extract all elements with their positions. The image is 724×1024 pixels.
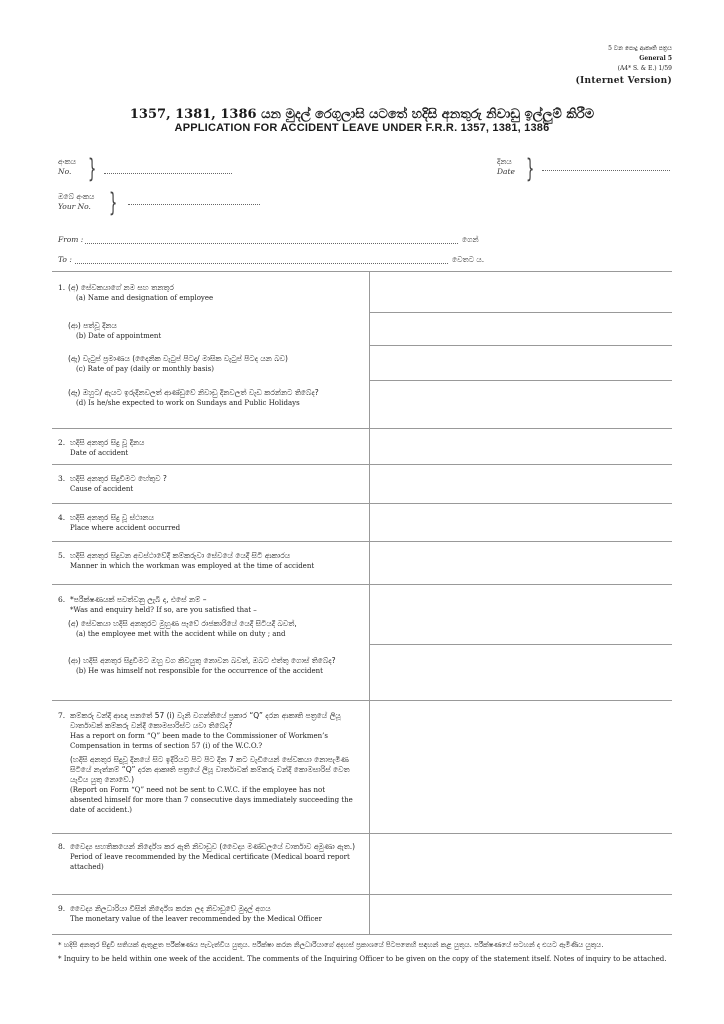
q9-en: The monetary value of the leaver recommended by the Medical Officer [70, 915, 322, 923]
row-divider [52, 503, 672, 504]
q9-si: වෛද්‍ය නිලධාරියා විසින් නිර්දේශ කරන ලද නිවාඩුවේ මුදල් අගය [70, 904, 271, 913]
q1-c-en: (c) Rate of pay (daily or monthly basis) [76, 365, 214, 373]
q6-a-si: (අ) සේවකයා හදිසි අනතුරට මුහුණ පෑවේ රාජකාරියේ යෙදී සිටියදී බවත්, [68, 619, 297, 628]
title-sinhala: 1357, 1381, 1386 යන මුදල් රෙගුලාසි යටතේ හදිසි අනතුරු නිවාඩු ඉල්ලුම් කිරීම [129, 107, 595, 122]
table-bottom-rule [52, 934, 672, 935]
your-no-label-si: ඔබේ අංකය [58, 192, 95, 201]
version-label: (Internet Version) [575, 76, 672, 86]
title-english: APPLICATION FOR ACCIDENT LEAVE UNDER F.R.R. 1357, 1381, 1386 [174, 122, 550, 134]
q1-d [68, 388, 358, 408]
from-suffix: ගෙන් [462, 235, 479, 244]
q8-si: වෛද්‍ය සහතිකයෙන් නිර්දේශ කර ඇති නිවාඩුව (වෛද්‍ය මණ්ඩලයේ වාර්තාව අමුණා ඇත.) [70, 842, 356, 851]
q1-d-en: (d) Is he/she expected to work on Sundays and Public Holidays [76, 399, 300, 407]
table-top-rule [52, 271, 672, 272]
date-label-si: දිනය [497, 157, 512, 166]
your-no-field[interactable] [128, 204, 260, 205]
footnote [58, 940, 670, 964]
q1-a [68, 283, 358, 303]
question-number: 5. [58, 551, 66, 560]
q6-b-si: (ආ) හදිසි අනතුර සිදුවීමට ඔහු වග කිවයුතු නොවන බවත්, ඔබට එත්තු ගොස් තිබේද? [68, 656, 336, 665]
q6-si: *පරීක්ෂණයක් පවත්වනු ලැබී ද, එසේ නම් – [70, 595, 207, 604]
row-divider [369, 345, 672, 346]
q6-b [68, 656, 358, 676]
q1-b-en: (b) Date of appointment [76, 332, 162, 340]
no-label [58, 157, 76, 176]
question-number: 2. [58, 438, 66, 447]
row-divider [52, 584, 672, 585]
question-5 [58, 551, 358, 571]
from-field[interactable] [85, 243, 458, 244]
q1-a-en: (a) Name and designation of employee [76, 294, 214, 302]
your-no-label [58, 192, 94, 211]
q6-a [68, 619, 358, 639]
q7-si: කම්කරු වන්දි ආඥා පනතේ 57 (i) වැනි වගන්තියේ ප්‍රකාර “Q” දරන ආකෘති පත්‍රයේ ලියූ වාර්තාවක් කම්කරු වන්දි කොමසාරිස්ට යවා තිබේද? [70, 711, 341, 730]
q1-b-si: (ආ) පත්වූ දිනය [68, 321, 117, 330]
question-8 [58, 842, 358, 872]
date-brace: } [526, 154, 535, 184]
q3-en: Cause of accident [70, 485, 134, 493]
form-number-en: General 5 [639, 55, 672, 62]
question-number: 4. [58, 513, 66, 522]
form-meta [575, 44, 672, 86]
no-brace: } [88, 154, 97, 184]
date-field[interactable] [542, 170, 670, 171]
row-divider [52, 428, 672, 429]
question-2 [58, 438, 358, 458]
q4-en: Place where accident occurred [70, 524, 181, 532]
row-divider [369, 644, 672, 645]
question-4 [58, 513, 358, 533]
footnote-si: * හදිසි අනතුර සිදුවී සතියක් ඇතුළත පරීක්ෂණය පැවැත්විය යුතුය. පරීක්ෂා කරන නිලධාරියාගේ අදහස් ප්‍රකාශයේ පිටපතෙහි සඳහන් කළ යුතුය. පරීක්ෂණයේ සටහන් ද එයට ඇමිණිය යුතුය. [58, 941, 604, 949]
row-divider [52, 464, 672, 465]
q2-en: Date of accident [70, 449, 129, 457]
q3-si: හදිසි අනතුර සිදුවීමට හේතුව ? [70, 474, 167, 483]
q7-note-en: (Report on Form “Q” need not be sent to C.W.C. if the employee has not absented himself for more than 7 consecutive days immediately succeeding the date of accident.) [70, 786, 353, 814]
q6-a-en: (a) the employee met with the accident while on duty ; and [76, 630, 286, 638]
q4-si: හදිසි අනතුර සිදු වූ ස්ථානය [70, 513, 155, 522]
row-divider [52, 541, 672, 542]
date-label [497, 157, 515, 176]
q7-note-si: (හදිසි අනතුර සිදුවූ දිනයේ සිට ඉදිරියට පිට පිට දින 7 කට වැඩියෙන් සේවකයා නොපැමිණ සිටියේ නැත්නම් “Q” දරන ආකෘති පත්‍රයේ ලියූ වාර්තාවක් කම්කරු වන්දි කොමසාරිස් වෙත යැවිය යුතු නොවේ.) [70, 755, 350, 784]
q1-a-si: (අ) සේවකයාගේ නම සහ තනතුර [68, 283, 174, 292]
question-number: 6. [58, 595, 66, 604]
question-number: 9. [58, 904, 66, 913]
row-divider [52, 894, 672, 895]
q7-en: Has a report on form “Q” been made to the Commissioner of Workmen’s Compensation in terms of section 57 (i) of the W.C.O.? [70, 732, 328, 750]
to-label: To : [58, 255, 72, 264]
question-number: 1. [58, 283, 66, 292]
q8-en: Period of leave recommended by the Medical certificate (Medical board report attached) [70, 853, 350, 871]
row-divider [52, 833, 672, 834]
q1-d-si: (ඈ) ඔහුට/ ඇයට ඉරුදිනවලත් ආණ්ඩුවේ නිවාඩු දිනවලත් වැඩ කරන්නට තිබේද? [68, 388, 319, 397]
question-3 [58, 474, 358, 494]
question-7 [58, 711, 358, 815]
question-number: 8. [58, 842, 66, 851]
date-label-en: Date [497, 167, 515, 176]
q1-b [68, 321, 358, 341]
row-divider [369, 380, 672, 381]
question-number: 3. [58, 474, 66, 483]
q6-b-en: (b) He was himself not responsible for the occurrence of the accident [76, 667, 323, 675]
table-column-divider [369, 271, 370, 935]
q5-si: හදිසි අනතුර සිදුවන අවස්ථාවේදී කම්කරුවා සේවයේ යෙදී සිටි ආකාරය [70, 551, 291, 560]
your-no-brace: } [109, 188, 118, 218]
q5-en: Manner in which the workman was employed at the time of accident [70, 562, 315, 570]
no-field[interactable] [104, 173, 232, 174]
q1-c-si: (ඇ) වැටුප් ප්‍රමාණය (දෛනික වැටුප් පිටද/ මාසික වැටුප් පිටද යන බව) [68, 354, 288, 363]
footnote-en: * Inquiry to be held within one week of the accident. The comments of the Inquiring Officer to be given on the copy of the statement itself. Notes of inquiry to be attached. [58, 955, 667, 963]
question-9 [58, 904, 358, 924]
no-label-en: No. [58, 167, 72, 176]
no-label-si: අංකය [58, 157, 77, 166]
form-number-si: 5 වන පොදු ආකෘති පත්‍රය [608, 45, 672, 52]
row-divider [52, 700, 672, 701]
to-suffix: වෙතට ය. [452, 255, 485, 264]
row-divider [369, 312, 672, 313]
q1-c [68, 354, 358, 374]
question-number: 7. [58, 711, 66, 720]
from-label: From : [58, 235, 84, 244]
your-no-label-en: Your No. [58, 202, 91, 211]
q6-en: *Was and enquiry held? If so, are you satisfied that – [70, 606, 257, 614]
to-field[interactable] [75, 263, 448, 264]
form-ref: (A4* S. & E.) 1/59 [617, 65, 672, 72]
question-6 [58, 595, 358, 615]
q2-si: හදිසි අනතුර සිදු වූ දිනය [70, 438, 145, 447]
